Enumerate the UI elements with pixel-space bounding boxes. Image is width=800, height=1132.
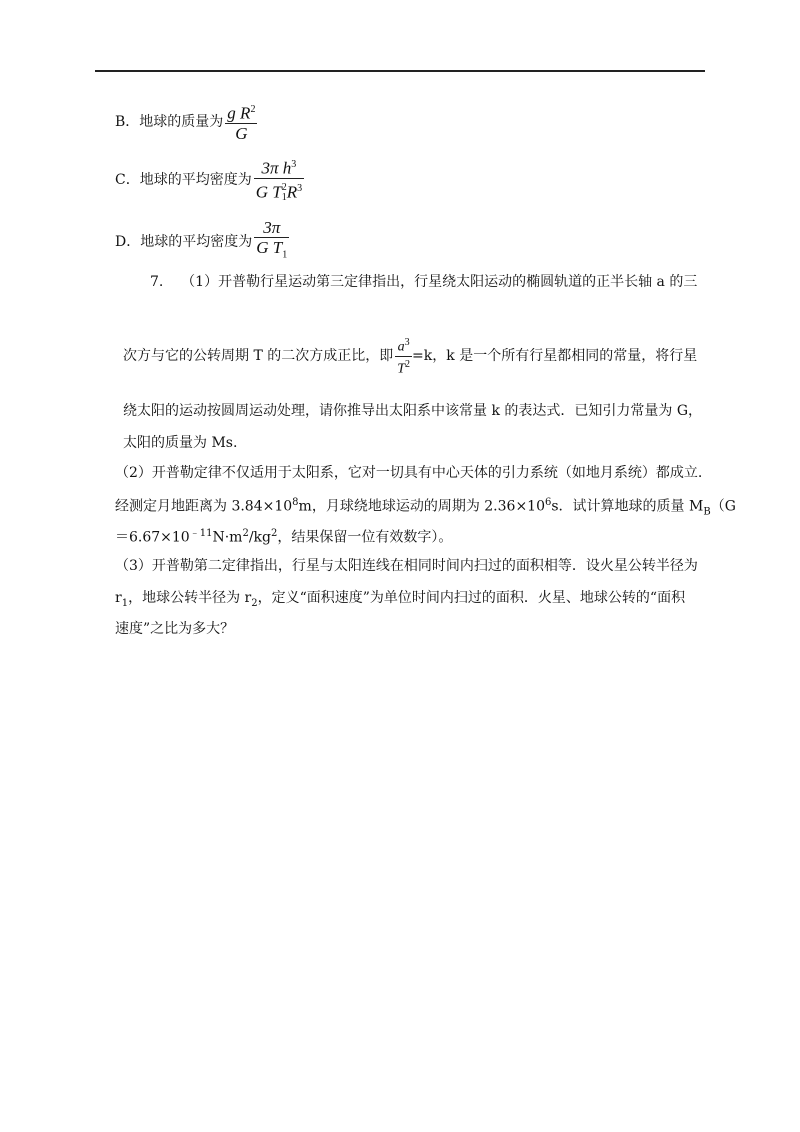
- q7-part3-text2b: ，地球公转半径为 r: [128, 590, 252, 606]
- option-b-label: B．地球的质量为: [115, 114, 224, 131]
- option-c-den-subscript: 1: [281, 192, 287, 204]
- q7-part2-text3a: ＝6.67×10: [115, 529, 190, 546]
- option-d: [115, 218, 289, 264]
- option-b-numerator: g R: [227, 103, 251, 123]
- q7-part3-sub2: 2: [251, 597, 258, 609]
- q7-part3-text2c: ，定义“面积速度”为单位时间内扫过的面积．火星、地球公转的“面积: [257, 590, 686, 606]
- q7-part2-exp1: 8: [292, 497, 299, 508]
- option-d-denominator: G T: [256, 238, 283, 257]
- q7-part2-exp2: 6: [545, 497, 552, 508]
- option-c-den-b-exponent: 3: [297, 182, 303, 194]
- q7-part1-line3: 绕太阳的运动按圆周运动处理，请你推导出太阳系中该常量 k 的表达式．已知引力常量为 G，: [123, 403, 703, 419]
- q7-part2-line1: （2）开普勒定律不仅适用于太阳系，它对一切具有中心天体的引力系统（如地月系统）都成立.: [115, 465, 703, 481]
- q7-part1-text1: （1）开普勒行星运动第三定律指出，行星绕太阳运动的椭圆轨道的正半长轴 a 的三: [181, 274, 698, 290]
- q7-part2-text2d: （G: [710, 498, 736, 515]
- kepler-numerator: a: [397, 339, 405, 355]
- q7-part2-sub: B: [703, 506, 711, 518]
- q7-part2-line2: [115, 494, 736, 521]
- option-d-label: D．地球的平均密度为: [115, 234, 253, 251]
- option-b-fraction: [225, 100, 257, 143]
- option-d-den-subscript: 1: [282, 249, 288, 261]
- q7-part1-line4: 太阳的质量为 Ms.: [123, 435, 238, 451]
- q7-part1-text2b: =k，k 是一个所有行星都相同的常量，将行星: [412, 348, 698, 365]
- q7-part2-text2b: m，月球绕地球运动的周期为 2.36×10: [298, 498, 545, 515]
- q7-part3-sub1: 1: [121, 597, 129, 609]
- option-c-fraction: [254, 155, 304, 203]
- option-b: [115, 100, 257, 143]
- kepler-den-exponent: 2: [405, 358, 411, 370]
- q7-part1-line1: [150, 273, 697, 291]
- option-d-numerator: 3π: [263, 218, 281, 237]
- q7-part2-line3: [115, 525, 452, 547]
- option-b-num-exponent: 2: [250, 104, 256, 115]
- option-c: [115, 155, 304, 203]
- q7-part2-text2a: 经测定月地距离为 3.84×10: [115, 498, 293, 515]
- option-c-num-exponent: 3: [291, 159, 297, 170]
- q7-part2-text3d: ，结果保留一位有效数字）。: [277, 529, 453, 546]
- q7-part3-line1: （3）开普勒第二定律指出，行星与太阳连线在相同时间内扫过的面积相等．设火星公转半径为: [115, 558, 698, 574]
- q7-part2-exp3: ﹣11: [189, 528, 213, 539]
- option-c-label: C．地球的平均密度为: [115, 172, 252, 189]
- kepler-denominator: T: [397, 361, 406, 377]
- q7-part3-line2: [115, 589, 685, 613]
- option-c-numerator: 3π h: [261, 158, 292, 178]
- option-c-denominator-b: R: [286, 182, 298, 202]
- q7-part2-text2c: s．试计算地球的质量 M: [551, 498, 704, 515]
- option-d-fraction: [254, 218, 289, 264]
- question-number: 7.: [150, 274, 164, 290]
- q7-part2-exp4: 2: [242, 528, 249, 539]
- kepler-fraction: [395, 335, 412, 377]
- q7-part2-text3b: N·m: [212, 529, 243, 546]
- option-b-denominator: G: [235, 123, 248, 143]
- q7-part1-line2: [123, 335, 697, 377]
- kepler-num-exponent: 3: [404, 337, 410, 348]
- q7-part1-text2a: 次方与它的公转周期 T 的二次方成正比，即: [123, 348, 394, 365]
- q7-part3-text2a: r: [115, 590, 122, 606]
- q7-part2-exp5: 2: [270, 528, 278, 539]
- option-c-den-exponent: 2: [281, 182, 287, 194]
- option-c-denominator-a: G T: [255, 182, 282, 202]
- q7-part2-text3c: /kg: [248, 529, 271, 546]
- header-rule: [95, 70, 705, 72]
- q7-part3-line3: 速度”之比为多大？: [115, 621, 235, 637]
